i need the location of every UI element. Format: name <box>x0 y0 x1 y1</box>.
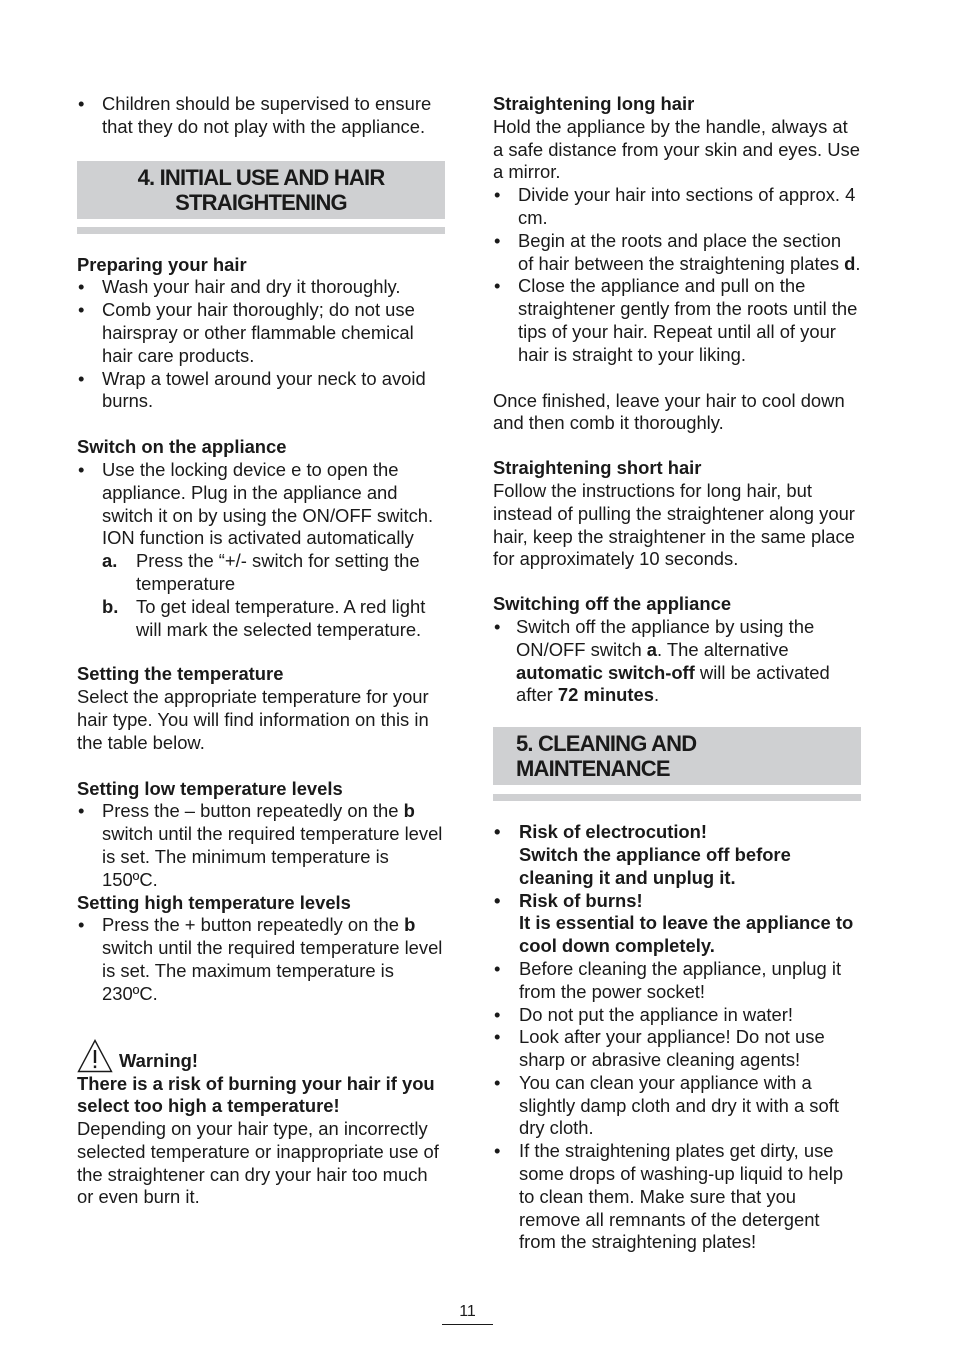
list-item: • Do not put the appliance in water! <box>493 1004 861 1027</box>
preparing-list <box>77 276 445 413</box>
long-hair-body: Hold the appliance by the handle, always at a safe distance from your skin and eyes. Use a mirror. <box>493 115 860 183</box>
list-item-risk-burns: • Risk of burns! It is essential to leave the appliance to cool down completely. <box>493 890 861 958</box>
list-item-risk-electrocution: • Risk of electrocution! Switch the appliance off before cleaning it and unplug it. <box>493 821 861 889</box>
list-item: • Children should be supervised to ensure that they do not play with the appliance. <box>77 93 445 139</box>
intro-list <box>77 93 445 139</box>
high-levels-list <box>77 914 445 1005</box>
low-levels-list <box>77 800 445 891</box>
list-item: • Press the + button repeatedly on the b switch until the required temperature level is set. The maximum temperature is 230ºC. <box>77 914 445 1005</box>
list-item: • Before cleaning the appliance, unplug it from the power socket! <box>493 958 861 1004</box>
list-item: • Wrap a towel around your neck to avoid burns. <box>77 368 445 414</box>
setting-temp-heading: Setting the temperature <box>77 663 284 685</box>
long-hair-heading: Straightening long hair <box>493 93 695 114</box>
section-4-rule <box>77 227 445 234</box>
page-number: 11 <box>442 1302 493 1325</box>
list-item: • Look after your appliance! Do not use sharp or abrasive cleaning agents! <box>493 1026 861 1072</box>
list-item: • Comb your hair thoroughly; do not use hairspray or other flammable chemical hair care products. <box>77 299 445 367</box>
section-5-heading: 5. CLEANING AND MAINTENANCE <box>493 727 861 785</box>
list-item: • Begin at the roots and place the section of hair between the straightening plates d. <box>493 230 861 276</box>
list-item: • Close the appliance and pull on the straightener gently from the roots until the tips of your hair. Repeat until all of your hair is straight to your liking. <box>493 275 861 366</box>
list-item: • If the straightening plates get dirty, use some drops of washing-up liquid to help to clean them. Make sure that you remove all remnants of the detergent from the straightening plates! <box>493 1140 861 1254</box>
warning-label: Warning! <box>119 1049 198 1071</box>
warning-row <box>77 1039 445 1073</box>
list-item: • Wash your hair and dry it thoroughly. <box>77 276 445 299</box>
list-item: • Divide your hair into sections of approx. 4 cm. <box>493 184 861 230</box>
sub-item-a: a. Press the “+/- switch for setting the temperature <box>102 550 420 594</box>
right-column <box>493 93 861 1254</box>
switch-on-list <box>77 459 445 550</box>
finished-text: Once finished, leave your hair to cool down and then comb it thoroughly. <box>493 389 845 434</box>
warning-body: Depending on your hair type, an incorrectly selected temperature or inappropriate use of the straightener can dry your hair too much or even burn it. <box>77 1118 439 1208</box>
switch-off-list <box>493 616 861 707</box>
section-5-rule <box>493 794 861 801</box>
long-hair-list <box>493 184 861 366</box>
short-hair-body: Follow the instructions for long hair, but instead of pulling the straightener along your hair, keep the straightener in the same place for approximately 10 seconds. <box>493 479 855 570</box>
list-item: • You can clean your appliance with a slightly damp cloth and dry it with a soft dry cloth. <box>493 1072 861 1140</box>
setting-temp-body: Select the appropriate temperature for your hair type. You will find information on this in the table below. <box>77 686 429 753</box>
section-4-heading: 4. INITIAL USE AND HAIR STRAIGHTENING <box>77 161 445 219</box>
cleaning-list <box>493 821 861 1254</box>
list-item: • Switch off the appliance by using the ON/OFF switch a. The alternative automatic switch-off will be activated after 72 minutes. <box>493 616 861 707</box>
low-levels-heading: Setting low temperature levels <box>77 777 343 799</box>
list-item: • Use the locking device e to open the appliance. Plug in the appliance and switch it on by using the ON/OFF switch. ION function is activated automatically <box>77 459 445 550</box>
left-column <box>77 93 445 1209</box>
preparing-heading: Preparing your hair <box>77 253 247 275</box>
high-levels-heading: Setting high temperature levels <box>77 891 351 913</box>
short-hair-heading: Straightening short hair <box>493 457 702 479</box>
warning-bold: There is a risk of burning your hair if you select too high a temperature! <box>77 1072 435 1117</box>
list-item: • Press the – button repeatedly on the b switch until the required temperature level is set. The minimum temperature is 150ºC. <box>77 800 445 891</box>
sub-item-b: b. To get ideal temperature. A red light will mark the selected temperature. <box>102 595 426 640</box>
warning-triangle-icon <box>77 1039 113 1073</box>
switch-on-heading: Switch on the appliance <box>77 436 287 458</box>
switch-off-heading: Switching off the appliance <box>493 593 732 615</box>
